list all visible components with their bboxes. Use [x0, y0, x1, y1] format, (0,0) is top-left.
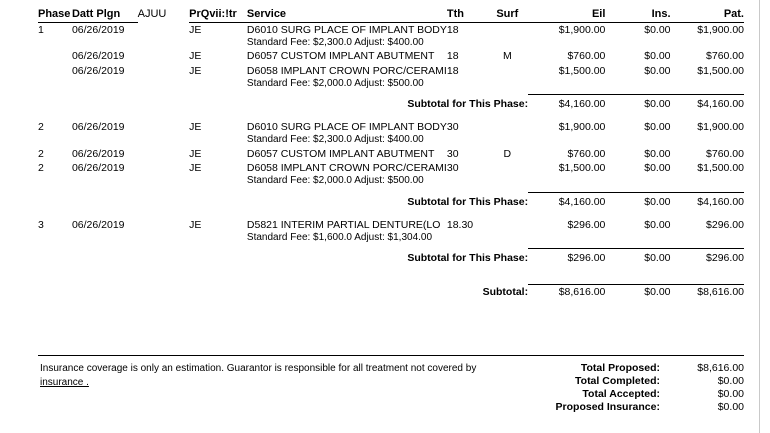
- treatment-plan-table-container: [38, 8, 744, 299]
- cell-phase: 3: [38, 218, 44, 231]
- disclaimer-line-2: insurance .: [40, 376, 89, 388]
- cell-tth: 18: [446, 50, 459, 63]
- cell-ajuu: [138, 147, 189, 161]
- total-proposed-label: Total Proposed:: [580, 362, 660, 374]
- phase-subtotal-row: [38, 98, 744, 111]
- cell-service: D6010 SURG PLACE OF IMPLANT BODY: [246, 23, 447, 36]
- cell-fee-note: Standard Fee: $2,300.0 Adjust: $400.00: [246, 36, 424, 48]
- cell-ins: $0.00: [644, 218, 671, 231]
- col-header-date: Datt Plgn: [72, 8, 138, 22]
- cell-pat: $760.00: [706, 147, 744, 160]
- footer-divider: [38, 355, 744, 356]
- proposed-insurance-value: $0.00: [717, 401, 744, 413]
- grand-subtotal-ins: $0.00: [644, 285, 671, 298]
- cell-pat: $1,900.00: [697, 23, 744, 36]
- cell-tth: 18: [446, 23, 459, 36]
- phase-subtotal-row: [38, 196, 744, 209]
- subtotal-ins: $0.00: [644, 195, 671, 208]
- cell-date: 06/26/2019: [71, 121, 125, 134]
- table-row: [38, 49, 744, 63]
- subtotal-ins: $0.00: [644, 252, 671, 265]
- total-completed-value: $0.00: [717, 375, 744, 387]
- cell-eii: $1,500.00: [558, 162, 606, 174]
- cell-service: D5821 INTERIM PARTIAL DENTURE(LO: [246, 218, 441, 231]
- cell-ajuu: [138, 218, 189, 232]
- cell-service: D6010 SURG PLACE OF IMPLANT BODY: [246, 121, 447, 134]
- cell-surf: [487, 22, 529, 37]
- cell-pat: $1,900.00: [697, 121, 744, 134]
- insurance-disclaimer: [40, 362, 490, 389]
- fee-row: [38, 78, 744, 91]
- cell-provider: JE: [189, 162, 202, 174]
- cell-fee-note: Standard Fee: $2,000.0 Adjust: $500.00: [246, 175, 424, 187]
- cell-eii: $760.00: [567, 147, 606, 160]
- cell-surf: M: [502, 50, 512, 63]
- cell-fee-note: Standard Fee: $1,600.0 Adjust: $1,304.00: [246, 231, 433, 243]
- cell-service: D6057 CUSTOM IMPLANT ABUTMENT: [246, 50, 435, 63]
- subtotal-pat: $296.00: [706, 252, 744, 265]
- totals-row: [500, 388, 744, 401]
- cell-ajuu: [138, 22, 189, 37]
- subtotal-label: Subtotal for This Phase:: [407, 195, 529, 208]
- cell-date: 06/26/2019: [71, 147, 125, 160]
- subtotal-label: Subtotal for This Phase:: [407, 252, 529, 265]
- cell-fee-note: Standard Fee: $2,300.0 Adjust: $400.00: [246, 134, 424, 146]
- cell-tth: 18.30: [446, 218, 474, 231]
- cell-provider: JE: [189, 218, 202, 231]
- cell-provider: JE: [189, 64, 202, 77]
- cell-eii: $1,900.00: [558, 23, 606, 36]
- subtotal-pat: $4,160.00: [697, 195, 744, 208]
- page-edge-line: [759, 0, 760, 433]
- cell-eii: $1,900.00: [558, 121, 606, 134]
- cell-date: 06/26/2019: [71, 218, 125, 231]
- spacer-row: [38, 266, 744, 275]
- fee-row: [38, 134, 744, 147]
- fee-row: [38, 37, 744, 50]
- totals-row: [500, 401, 744, 414]
- cell-ins: $0.00: [644, 50, 671, 63]
- cell-service: D6058 IMPLANT CROWN PORC/CERAMI: [246, 64, 447, 77]
- cell-service: D6057 CUSTOM IMPLANT ABUTMENT: [246, 147, 435, 160]
- cell-pat: $296.00: [706, 218, 744, 231]
- spacer-row: [38, 209, 744, 218]
- grand-subtotal-row: [38, 286, 744, 299]
- cell-tth: 30: [446, 121, 459, 134]
- fee-row: [38, 175, 744, 188]
- col-header-ins: Ins.: [605, 8, 670, 22]
- cell-ajuu: [138, 161, 189, 175]
- table-row: [38, 161, 744, 175]
- cell-tth: 18: [446, 64, 459, 77]
- cell-eii: $1,500.00: [558, 64, 606, 77]
- phase-subtotal-row: [38, 252, 744, 265]
- cell-phase: [38, 64, 72, 78]
- totals-row: [500, 362, 744, 375]
- cell-eii: $296.00: [567, 218, 606, 231]
- table-row: [38, 218, 744, 232]
- cell-provider: JE: [189, 50, 202, 63]
- table-header: [38, 8, 744, 22]
- disclaimer-line-1: Insurance coverage is only an estimation. Guarantor is responsible for all treatment not covered by: [40, 363, 477, 374]
- table-row: [38, 147, 744, 161]
- cell-fee-note: Standard Fee: $2,000.0 Adjust: $500.00: [246, 77, 424, 89]
- cell-surf: [487, 218, 529, 232]
- grand-subtotal-pat: $8,616.00: [697, 285, 744, 298]
- cell-date: 06/26/2019: [71, 50, 125, 63]
- totals-row: [500, 375, 744, 388]
- spacer-row: [38, 111, 744, 120]
- subtotal-rule: [528, 94, 744, 96]
- cell-date: 06/26/2019: [71, 162, 125, 174]
- col-header-ajuu: AJUU: [137, 8, 167, 20]
- cell-tth: 30: [446, 162, 459, 174]
- subtotal-eii: $296.00: [567, 252, 606, 265]
- subtotal-ins: $0.00: [644, 98, 671, 111]
- subtotal-eii: $4,160.00: [558, 98, 606, 111]
- cell-eii: $760.00: [567, 50, 606, 63]
- cell-pat: $760.00: [706, 50, 744, 63]
- cell-surf: D: [503, 147, 512, 160]
- spacer-row: [38, 275, 744, 284]
- cell-ins: $0.00: [644, 162, 671, 174]
- cell-ins: $0.00: [644, 23, 671, 36]
- fee-row: [38, 232, 744, 245]
- grand-subtotal-eii: $8,616.00: [558, 285, 606, 298]
- cell-phase: 2: [38, 147, 44, 160]
- table-row: [38, 120, 744, 134]
- cell-phase: [38, 49, 72, 63]
- cell-surf: [487, 120, 529, 134]
- col-header-eii: Eil: [528, 8, 605, 22]
- cell-service: D6058 IMPLANT CROWN PORC/CERAMI: [246, 162, 447, 174]
- cell-pat: $1,500.00: [697, 162, 744, 174]
- subtotal-eii: $4,160.00: [558, 195, 606, 208]
- cell-surf: [487, 64, 529, 78]
- col-header-pat: Pat.: [671, 8, 744, 22]
- total-accepted-label: Total Accepted:: [582, 388, 660, 400]
- table-row: [38, 22, 744, 37]
- table-row: [38, 64, 744, 78]
- cell-date: 06/26/2019: [71, 23, 125, 36]
- treatment-plan-table: [38, 8, 744, 299]
- cell-provider: JE: [189, 23, 202, 36]
- col-header-provider: PrQvii:!tr: [189, 8, 247, 22]
- cell-ins: $0.00: [644, 64, 671, 77]
- cell-provider: JE: [189, 147, 202, 160]
- subtotal-label: Subtotal for This Phase:: [407, 98, 529, 111]
- totals-summary: [500, 362, 744, 414]
- cell-surf: [487, 161, 529, 175]
- cell-ins: $0.00: [644, 121, 671, 134]
- cell-ajuu: [138, 120, 189, 134]
- col-header-surf: Surf: [487, 8, 529, 22]
- cell-phase: 2: [38, 121, 44, 134]
- col-header-phase: Phase: [38, 8, 72, 22]
- subtotal-rule: [528, 192, 744, 194]
- subtotal-pat: $4,160.00: [697, 98, 744, 111]
- cell-ajuu: [138, 64, 189, 78]
- cell-phase: 1: [38, 23, 44, 36]
- total-completed-label: Total Completed:: [575, 375, 660, 387]
- cell-ins: $0.00: [644, 147, 671, 160]
- cell-pat: $1,500.00: [697, 64, 744, 77]
- cell-phase: 2: [38, 162, 44, 174]
- grand-subtotal-label: Subtotal:: [482, 285, 529, 298]
- cell-tth: 30: [446, 147, 459, 160]
- total-accepted-value: $0.00: [717, 388, 744, 400]
- cell-date: 06/26/2019: [71, 64, 125, 77]
- col-header-tth: Tth: [447, 8, 487, 22]
- col-header-service: Service: [247, 8, 447, 22]
- proposed-insurance-label: Proposed Insurance:: [555, 401, 660, 413]
- total-proposed-value: $8,616.00: [697, 362, 744, 374]
- table-body: [38, 22, 744, 298]
- cell-ajuu: [138, 49, 189, 63]
- cell-provider: JE: [189, 121, 202, 134]
- subtotal-rule: [528, 248, 744, 250]
